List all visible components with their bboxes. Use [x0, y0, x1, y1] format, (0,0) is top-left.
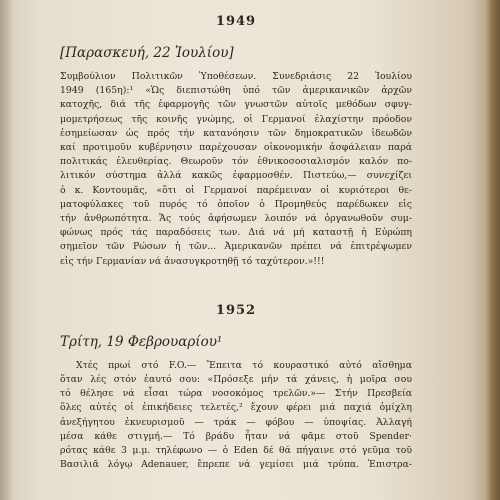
book-page [60, 14, 412, 472]
text-line: Χτές πρωί στό F.O.— Ἔπειτα τό κουραστικό αὐτό αἴσθημα [76, 359, 412, 371]
text-line: Συμβούλιον Πολιτικῶν Ὑποθέσεων. Συνεδριάσις 22 Ἰουλίου [60, 71, 412, 82]
paragraph-1949 [60, 70, 412, 269]
text-line: Βασιλιᾶ λόγῳ Adenauer, ἔπρεπε νά γεμίσει μιά τρύπα. Ἐπιστρα- [60, 459, 412, 471]
text-line: εἰς τήν Γερμανίαν νά ἀνασυγκροτηθῇ τό ταχύτερον.»!!! [60, 255, 325, 267]
spine-shadow [0, 0, 14, 500]
text-line: μέσα κάθε στιγμή.— Τό βράδυ ἦταν νά φᾶμε στοῦ Spender· [60, 430, 412, 442]
text-line: ρότας κάθε 3 μ.μ. τηλέφωνο — ὁ Eden δέ θά πήγαινε στό γεῦμα τοῦ [60, 445, 412, 457]
text-line: πολιτικάς ἐλευθερίας. Θεωροῦν τόν ἐθνικοσοσιαλισμόν καλόν πο- [60, 156, 412, 168]
text-line: 1949 (165η):¹ «Ὡς διεπιστώθη ὑπό τῶν ἀμερικανικῶν ἀρχῶν [60, 85, 412, 97]
date-line-1952: Τρίτη, 19 Φεβρουαρίου¹ [60, 333, 223, 350]
text-line: ἀνεξήγητου ἐκνευρισμοῦ — τράκ — φόβου — ὑποψίας. Ἀλλαγή [60, 416, 412, 428]
text-line: μομετρήσεως τῆς κοινῆς γνώμης, οἱ Γερμανοί ἐλαχίστην πρόοδον [60, 113, 412, 125]
text-line: φώνως πρός τάς παραδόσεις των. Διά νά μή καταστῇ ἡ Εὐρώπη [60, 227, 412, 239]
year-heading-1949: 1949 [215, 14, 257, 29]
year-heading-1952: 1952 [215, 302, 257, 318]
text-line: τό θέλησε νά εἶσαι τώρα νοσοκόμος τρελῶν.»— Στήν Πρεσβεία [60, 388, 412, 400]
text-line: καί προτιμοῦν κυβέρνησιν παρέχουσαν οἰκονομικήν ἀσφάλειαν παρά [60, 142, 412, 154]
text-line: ὅταν λές στόν ἑαυτό σου: «Πρόσεξε μήν τά χάνεις, ἡ μοῖρα σου [60, 374, 412, 386]
paragraph-1952 [60, 359, 412, 473]
text-line: κατοχῆς, διά τῆς ἐφαρμογῆς τῶν γνωστῶν αὐτοῖς μεθόδων σφυγ- [60, 99, 412, 111]
text-line: ὁ κ. Κοντουμᾶς, «ὅτι οἱ Γερμανοί παρέμειναν οἱ κυριότεροι θε- [60, 184, 412, 196]
text-line: ὅλες αὐτές οἱ ἐπικήδειες τελετές,² ἔχουν φέρει μιά παχιά ὁμίχλη [60, 402, 412, 414]
text-line: τήν ἀνθρωπότητα. Ἄς τούς ἀφήσωμεν λοιπόν νά ὀργανωθοῦν συμ- [60, 213, 412, 225]
text-line: ἐσημείωσαν ὡς πρός τήν κατανόησιν τῶν δημοκρατικῶν ἰδεωδῶν [60, 127, 412, 139]
text-line: σημεῖον τῶν Ρώσων ἡ τῶν... Ἀμερικανῶν πρέπει νά ἐπιτρέψωμεν [60, 241, 412, 253]
date-line-1949: [Παρασκευή, 22 Ἰουλίου] [60, 45, 234, 61]
page-edge [486, 0, 500, 500]
text-line: ματοφύλακες τοῦ πυρός τό ὁποῖον ὁ Προμηθεύς παρέδωκεν εἰς [60, 198, 412, 210]
section-gap [60, 269, 412, 303]
text-line: λιτικόν σύστημα ἀλλά κακῶς ἐφαρμοσθέν. Πιστεύω,— συνεχίζει [60, 170, 412, 182]
